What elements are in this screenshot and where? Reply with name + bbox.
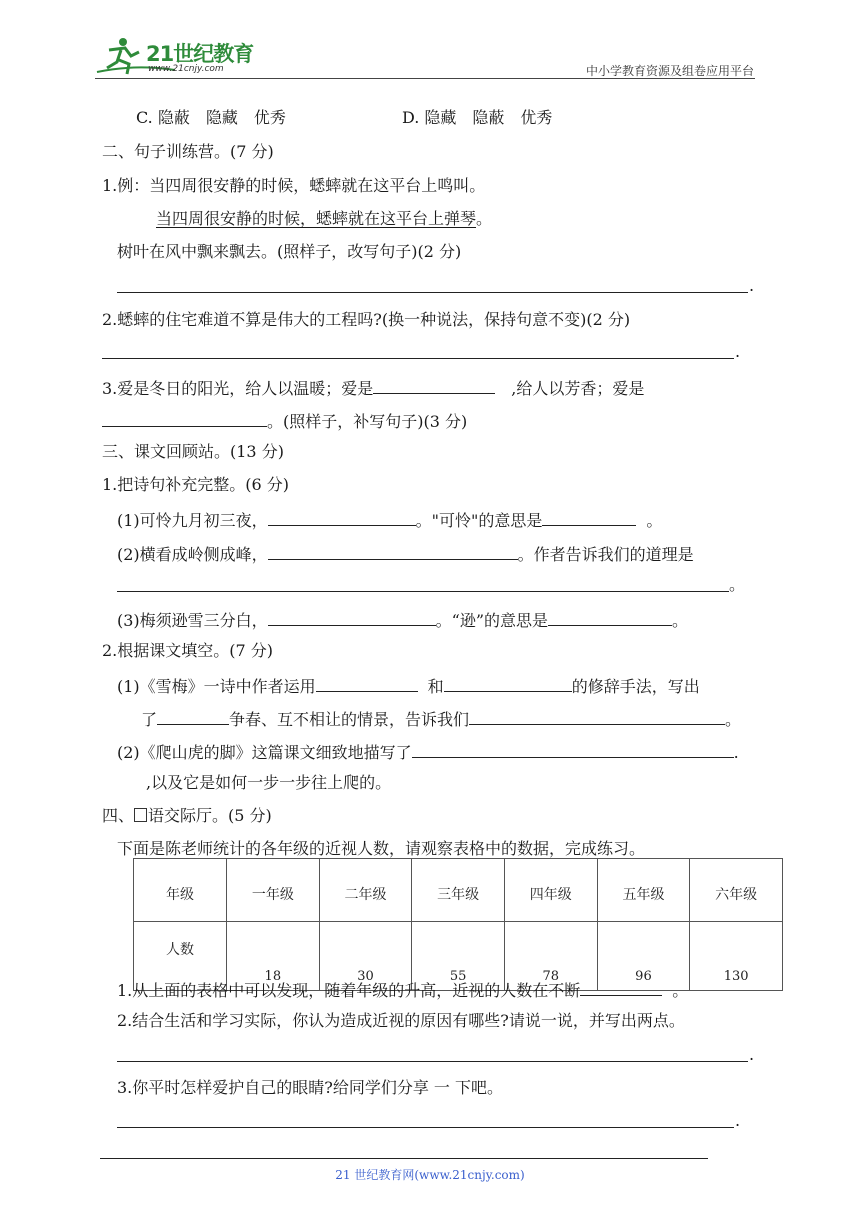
p1-a: (1)可怜九月初三夜， <box>117 511 268 530</box>
s4-q2: 2.结合生活和学习实际，你认为造成近视的原因有哪些?请说一说，并写出两点。 <box>117 1011 685 1030</box>
logo-text: 21世纪教育 <box>146 42 254 66</box>
q3-part-b: ,给人以芳香；爱是 <box>511 379 645 398</box>
q2-1-blank-2[interactable] <box>444 674 572 692</box>
q2-1-blank-4[interactable] <box>469 707 725 725</box>
s2-q1-task: 树叶在风中飘来飘去。(照样子，改写句子)(2 分) <box>117 242 462 261</box>
s4-q1-blank[interactable] <box>580 978 662 996</box>
table-cell-grade: 六年级 <box>690 859 783 922</box>
table-row <box>134 859 783 922</box>
s4-intro: 下面是陈老师统计的各年级的近视人数，请观察表格中的数据，完成练习。 <box>117 839 646 858</box>
table-cell-count: 96 <box>597 922 690 991</box>
p1-blank-2[interactable] <box>542 508 636 526</box>
s3-poem-3 <box>117 608 688 631</box>
p1-b: 。"可怜"的意思是 <box>415 511 543 530</box>
p2-blank-1[interactable] <box>268 542 518 560</box>
s2-q1-example: 1.例：当四周很安静的时候，蟋蟀就在这平台上鸣叫。 <box>102 176 486 195</box>
s4-q1 <box>117 978 688 1001</box>
p1-blank-1[interactable] <box>268 508 416 526</box>
s4-q2-answer-line[interactable] <box>117 1061 748 1062</box>
s3-poem-1 <box>117 508 662 531</box>
p2-answer-line[interactable] <box>117 591 729 592</box>
s3-q2-1-line1 <box>117 674 700 697</box>
q2-1c: 的修辞手法，写出 <box>571 677 700 696</box>
q2-1f: 。 <box>725 710 742 729</box>
s4-q3: 3.你平时怎样爱护自己的眼睛?给同学们分享 一 下吧。 <box>117 1078 504 1097</box>
footer-divider <box>100 1158 708 1159</box>
s3-q2-2-line1 <box>117 740 739 763</box>
platform-name: 中小学教育资源及组卷应用平台 <box>585 64 754 78</box>
table-cell-grade: 四年级 <box>504 859 597 922</box>
rewritten-end: 。 <box>476 209 493 228</box>
q2-1-blank-1[interactable] <box>316 674 418 692</box>
table-cell-count: 78 <box>504 922 597 991</box>
q2-1a: (1)《雪梅》一诗中作者运用 <box>117 677 316 696</box>
p2-b: 。作者告诉我们的道理是 <box>517 545 694 564</box>
section3-title: 三、课文回顾站。(13 分) <box>102 442 284 461</box>
rewritten-sentence: 当四周很安静的时候，蟋蟀就在这平台上弹琴 <box>156 209 477 228</box>
q3-blank-1[interactable] <box>373 376 495 394</box>
s2-q2-period: . <box>735 342 741 361</box>
footer-link[interactable]: 21 世纪教育网(www.21cnjy.com) <box>335 1168 525 1182</box>
q2-2a: (2)《爬山虎的脚》这篇课文细致地描写了 <box>117 743 412 762</box>
s4-title-b: 语交际厅。(5 分) <box>148 806 272 825</box>
table-cell-count: 30 <box>319 922 412 991</box>
s3-q2-1-line2 <box>141 707 741 730</box>
s2-q1-period: . <box>749 276 755 295</box>
p3-c: 。 <box>672 611 689 630</box>
p2-end: 。 <box>729 575 746 594</box>
table-cell-grade: 二年级 <box>319 859 412 922</box>
s2-q3-line2 <box>102 409 467 432</box>
s4-q3-period: . <box>735 1111 741 1130</box>
section2-title: 二、句子训练营。(7 分) <box>102 142 274 161</box>
option-d: D. 隐藏 隐蔽 优秀 <box>402 108 553 127</box>
s4-q1-b: 。 <box>672 981 689 1000</box>
q2-1e: 争春、互不相让的情景，告诉我们 <box>229 710 470 729</box>
table-cell-count: 18 <box>227 922 320 991</box>
q2-2-blank[interactable] <box>412 740 734 758</box>
q2-1b: 和 <box>427 677 444 696</box>
q2-1-blank-3[interactable] <box>157 707 229 725</box>
s2-q2: 2.蟋蟀的住宅难道不算是伟大的工程吗?(换一种说法，保持句意不变)(2 分) <box>102 310 631 329</box>
s2-q1-answer-line[interactable] <box>117 292 748 293</box>
square-box-icon <box>134 808 147 822</box>
s3-poem-2 <box>117 542 694 565</box>
s4-q3-answer-line[interactable] <box>117 1127 734 1128</box>
s3-q2: 2.根据课文填空。(7 分) <box>102 641 274 660</box>
table-cell-count: 55 <box>412 922 505 991</box>
s2-q1-rewritten <box>156 209 492 229</box>
q2-2b: . <box>733 743 739 762</box>
s3-q1: 1.把诗句补充完整。(6 分) <box>102 475 290 494</box>
logo-url: www.21cnjy.com <box>148 64 224 74</box>
header-divider <box>95 78 755 79</box>
table-cell-grade: 一年级 <box>227 859 320 922</box>
s2-q2-answer-line[interactable] <box>102 358 734 359</box>
table-cell-grade: 五年级 <box>597 859 690 922</box>
s4-q1-a: 1.从上面的表格中可以发现，随着年级的升高，近视的人数在不断 <box>117 981 581 1000</box>
p3-blank-1[interactable] <box>268 608 436 626</box>
s2-q3-line1 <box>102 376 644 399</box>
s4-q2-period: . <box>749 1045 755 1064</box>
s4-title-a: 四、 <box>102 806 135 825</box>
q2-1d: 了 <box>141 710 158 729</box>
p3-a: (3)梅须逊雪三分白， <box>117 611 268 630</box>
p1-c: 。 <box>646 511 663 530</box>
q3-part-c: 。(照样子，补写句子)(3 分) <box>267 412 468 431</box>
p2-a: (2)横看成岭侧成峰， <box>117 545 268 564</box>
table-cell-count: 130 <box>690 922 783 991</box>
option-c: C. 隐蔽 隐藏 优秀 <box>136 108 286 127</box>
myopia-table <box>133 858 783 991</box>
p3-b: 。“逊”的意思是 <box>435 611 549 630</box>
table-header-grade: 年级 <box>134 859 227 922</box>
table-cell-grade: 三年级 <box>412 859 505 922</box>
section4-title <box>102 806 272 826</box>
q3-blank-2[interactable] <box>102 409 267 427</box>
p3-blank-2[interactable] <box>548 608 672 626</box>
table-header-count: 人数 <box>134 922 227 991</box>
s3-q2-2-line2: ,以及它是如何一步一步往上爬的。 <box>146 773 392 792</box>
q3-part-a: 3.爱是冬日的阳光，给人以温暖；爱是 <box>102 379 374 398</box>
